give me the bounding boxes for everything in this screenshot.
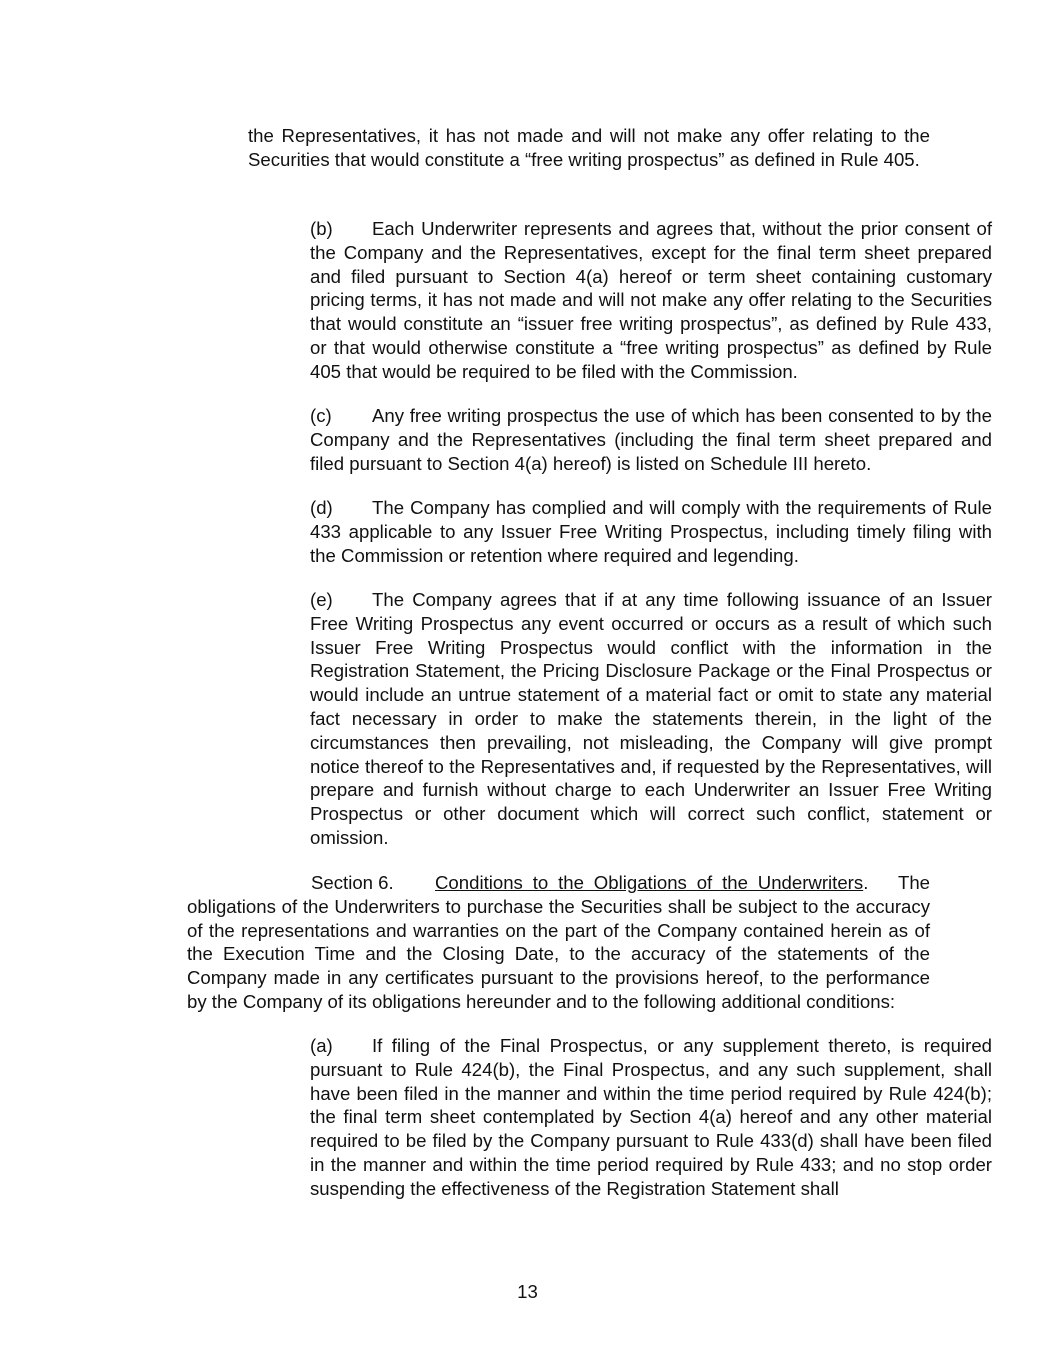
paragraph-d-text: The Company has complied and will comply with the requirements of Rule 433 applicable to any Issuer Free Writing Prospectus, including timely filing with the Commission or retention where required and legending.: [310, 497, 992, 566]
section-title: Conditions to the Obligations of the Underwriters: [435, 872, 864, 893]
paragraph-b-label: (b): [310, 218, 333, 239]
section-6-paragraph: [187, 871, 930, 1014]
continuation-paragraph: [248, 124, 930, 172]
paragraph-e: [248, 588, 992, 850]
section-number: Section 6.: [311, 872, 394, 893]
condition-a-paragraph: [248, 1034, 992, 1201]
paragraph-e-label: (e): [310, 589, 333, 610]
section-title-period: .: [863, 872, 869, 893]
condition-a-text: If filing of the Final Prospectus, or any supplement thereto, is required pursuant to Rule 424(b), the Final Prospectus, and any such supplement, shall have been filed in the manner and within the time period required by Rule 424(b); the final term sheet contemplated by Section 4(a) hereof and any other material required to be filed by the Company pursuant to Rule 433(d) shall have been filed in the manner and within the time period required by Rule 433; and no stop order suspending the effectiveness of the Registration Statement shall: [310, 1035, 992, 1199]
page-number: 13: [517, 1281, 538, 1302]
paragraph-d: [248, 496, 992, 567]
condition-a-label: (a): [310, 1035, 333, 1056]
paragraph-d-label: (d): [310, 497, 333, 518]
continuation-text: the Representatives, it has not made and will not make any offer relating to the Securities that would constitute a “free writing prospectus” as defined in Rule 405.: [248, 125, 930, 170]
paragraph-b: [248, 217, 992, 384]
paragraph-c: [248, 404, 992, 475]
paragraph-e-text: The Company agrees that if at any time following issuance of an Issuer Free Writing Prospectus any event occurred or occurs as a result of which such Issuer Free Writing Prospectus would conflict with the information in the Registration Statement, the Pricing Disclosure Package or the Final Prospectus or would include an untrue statement of a material fact or omit to state any material fact necessary in order to make the statements therein, in the light of the circumstances then prevailing, not misleading, the Company will give prompt notice thereof to the Representatives and, if requested by the Representatives, will prepare and furnish without charge to each Underwriter an Issuer Free Writing Prospectus or other document which will correct such conflict, statement or omission.: [310, 589, 992, 848]
paragraph-c-text: Any free writing prospectus the use of which has been consented to by the Company and the Representatives (including the final term sheet prepared and filed pursuant to Section 4(a) hereof) is listed on Schedule III hereto.: [310, 405, 992, 474]
paragraph-b-text: Each Underwriter represents and agrees that, without the prior consent of the Company and the Representatives, except for the final term sheet prepared and filed pursuant to Section 4(a) hereof or term sheet containing customary pricing terms, it has not made and will not make any offer relating to the Securities that would constitute an “issuer free writing prospectus”, as defined by Rule 433, or that would otherwise constitute a “free writing prospectus” as defined by Rule 405 that would be required to be filed with the Commission.: [310, 218, 992, 382]
section-body-text: The obligations of the Underwriters to purchase the Securities shall be subject to the accuracy of the representations and warranties on the part of the Company contained herein as of the Execution Time and the Closing Date, to the accuracy of the statements of the Company made in any certificates pursuant to the provisions hereof, to the performance by the Company of its obligations hereunder and to the following additional conditions:: [187, 872, 931, 1012]
paragraph-c-label: (c): [310, 405, 332, 426]
